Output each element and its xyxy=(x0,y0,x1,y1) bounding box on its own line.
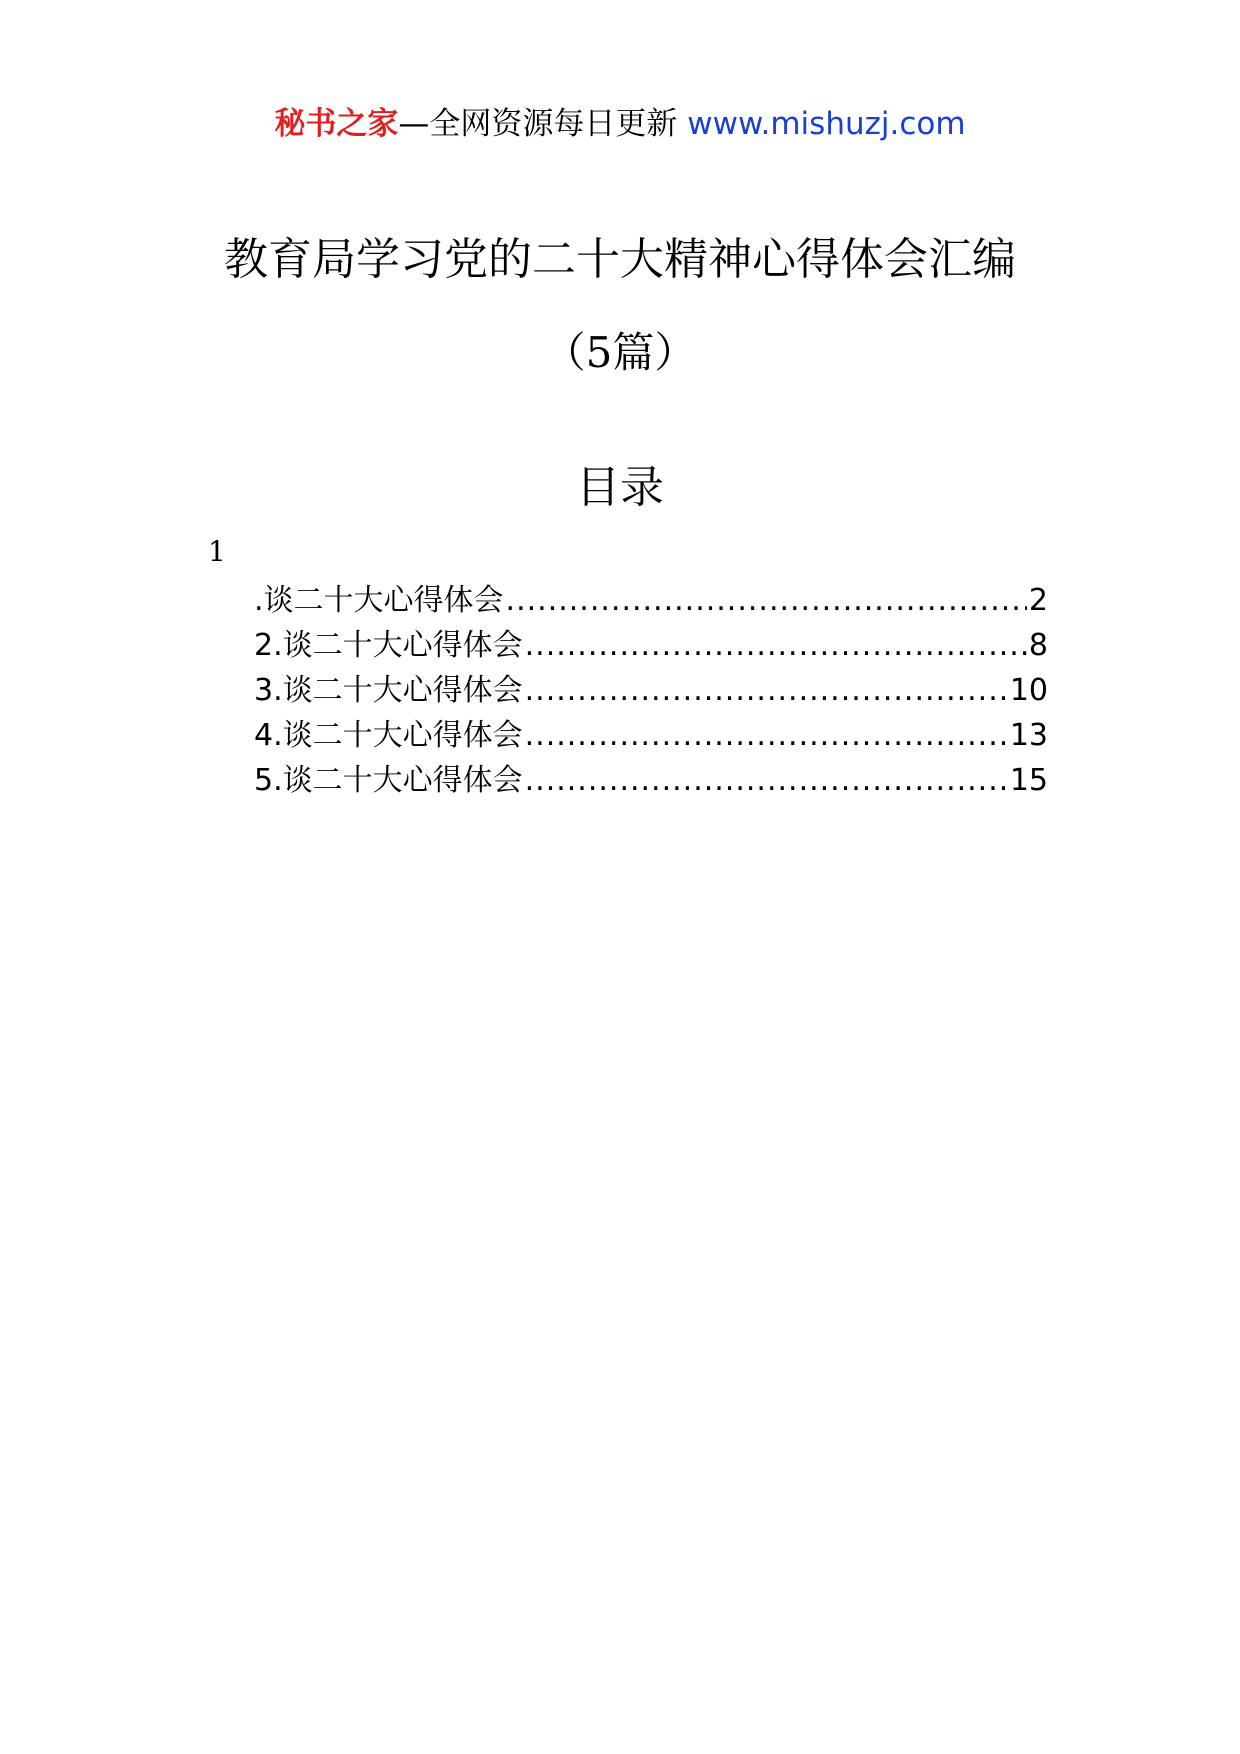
toc-entry-page: 15 xyxy=(1009,763,1048,798)
toc-entry-label: 5.谈二十大心得体会 xyxy=(254,763,523,798)
toc-entry-label: .谈二十大心得体会 xyxy=(254,583,504,618)
toc-entry-page: 8 xyxy=(1028,628,1048,663)
toc-entry-page: 13 xyxy=(1009,718,1048,753)
toc-entry-1[interactable] xyxy=(254,578,1048,623)
toc-entry-page: 10 xyxy=(1009,673,1048,708)
toc-entry-page: 2 xyxy=(1028,583,1048,618)
toc-entry-3[interactable] xyxy=(254,668,1048,713)
toc-heading: 目录 xyxy=(576,462,664,513)
subtitle-count: 5 xyxy=(585,328,613,377)
toc-entry-label: 2.谈二十大心得体会 xyxy=(254,628,523,663)
toc-entry-label: 4.谈二十大心得体会 xyxy=(254,718,523,753)
document-title: 教育局学习党的二十大精神心得体会汇编 xyxy=(224,234,1016,285)
toc-leader-dots xyxy=(525,758,1008,803)
subtitle-open-paren: （ xyxy=(543,328,586,377)
document-subtitle xyxy=(0,326,1240,380)
brand-slogan: —全网资源每日更新 xyxy=(398,106,678,142)
subtitle-close-paren: ） xyxy=(654,328,697,377)
toc-leader-dots xyxy=(525,623,1027,668)
toc-entry-4[interactable] xyxy=(254,713,1048,758)
toc-leader-dots xyxy=(525,713,1008,758)
table-of-contents xyxy=(254,578,1048,803)
site-url-link[interactable]: www.mishuzj.com xyxy=(687,106,966,142)
toc-entry-5[interactable] xyxy=(254,758,1048,803)
toc-stray-number: 1 xyxy=(208,535,226,568)
toc-leader-dots xyxy=(525,668,1008,713)
toc-leader-dots xyxy=(506,578,1027,623)
toc-entry-2[interactable] xyxy=(254,623,1048,668)
site-banner xyxy=(0,104,1240,144)
subtitle-unit: 篇 xyxy=(612,328,655,377)
toc-entry-label: 3.谈二十大心得体会 xyxy=(254,673,523,708)
brand-name: 秘书之家 xyxy=(274,106,399,142)
